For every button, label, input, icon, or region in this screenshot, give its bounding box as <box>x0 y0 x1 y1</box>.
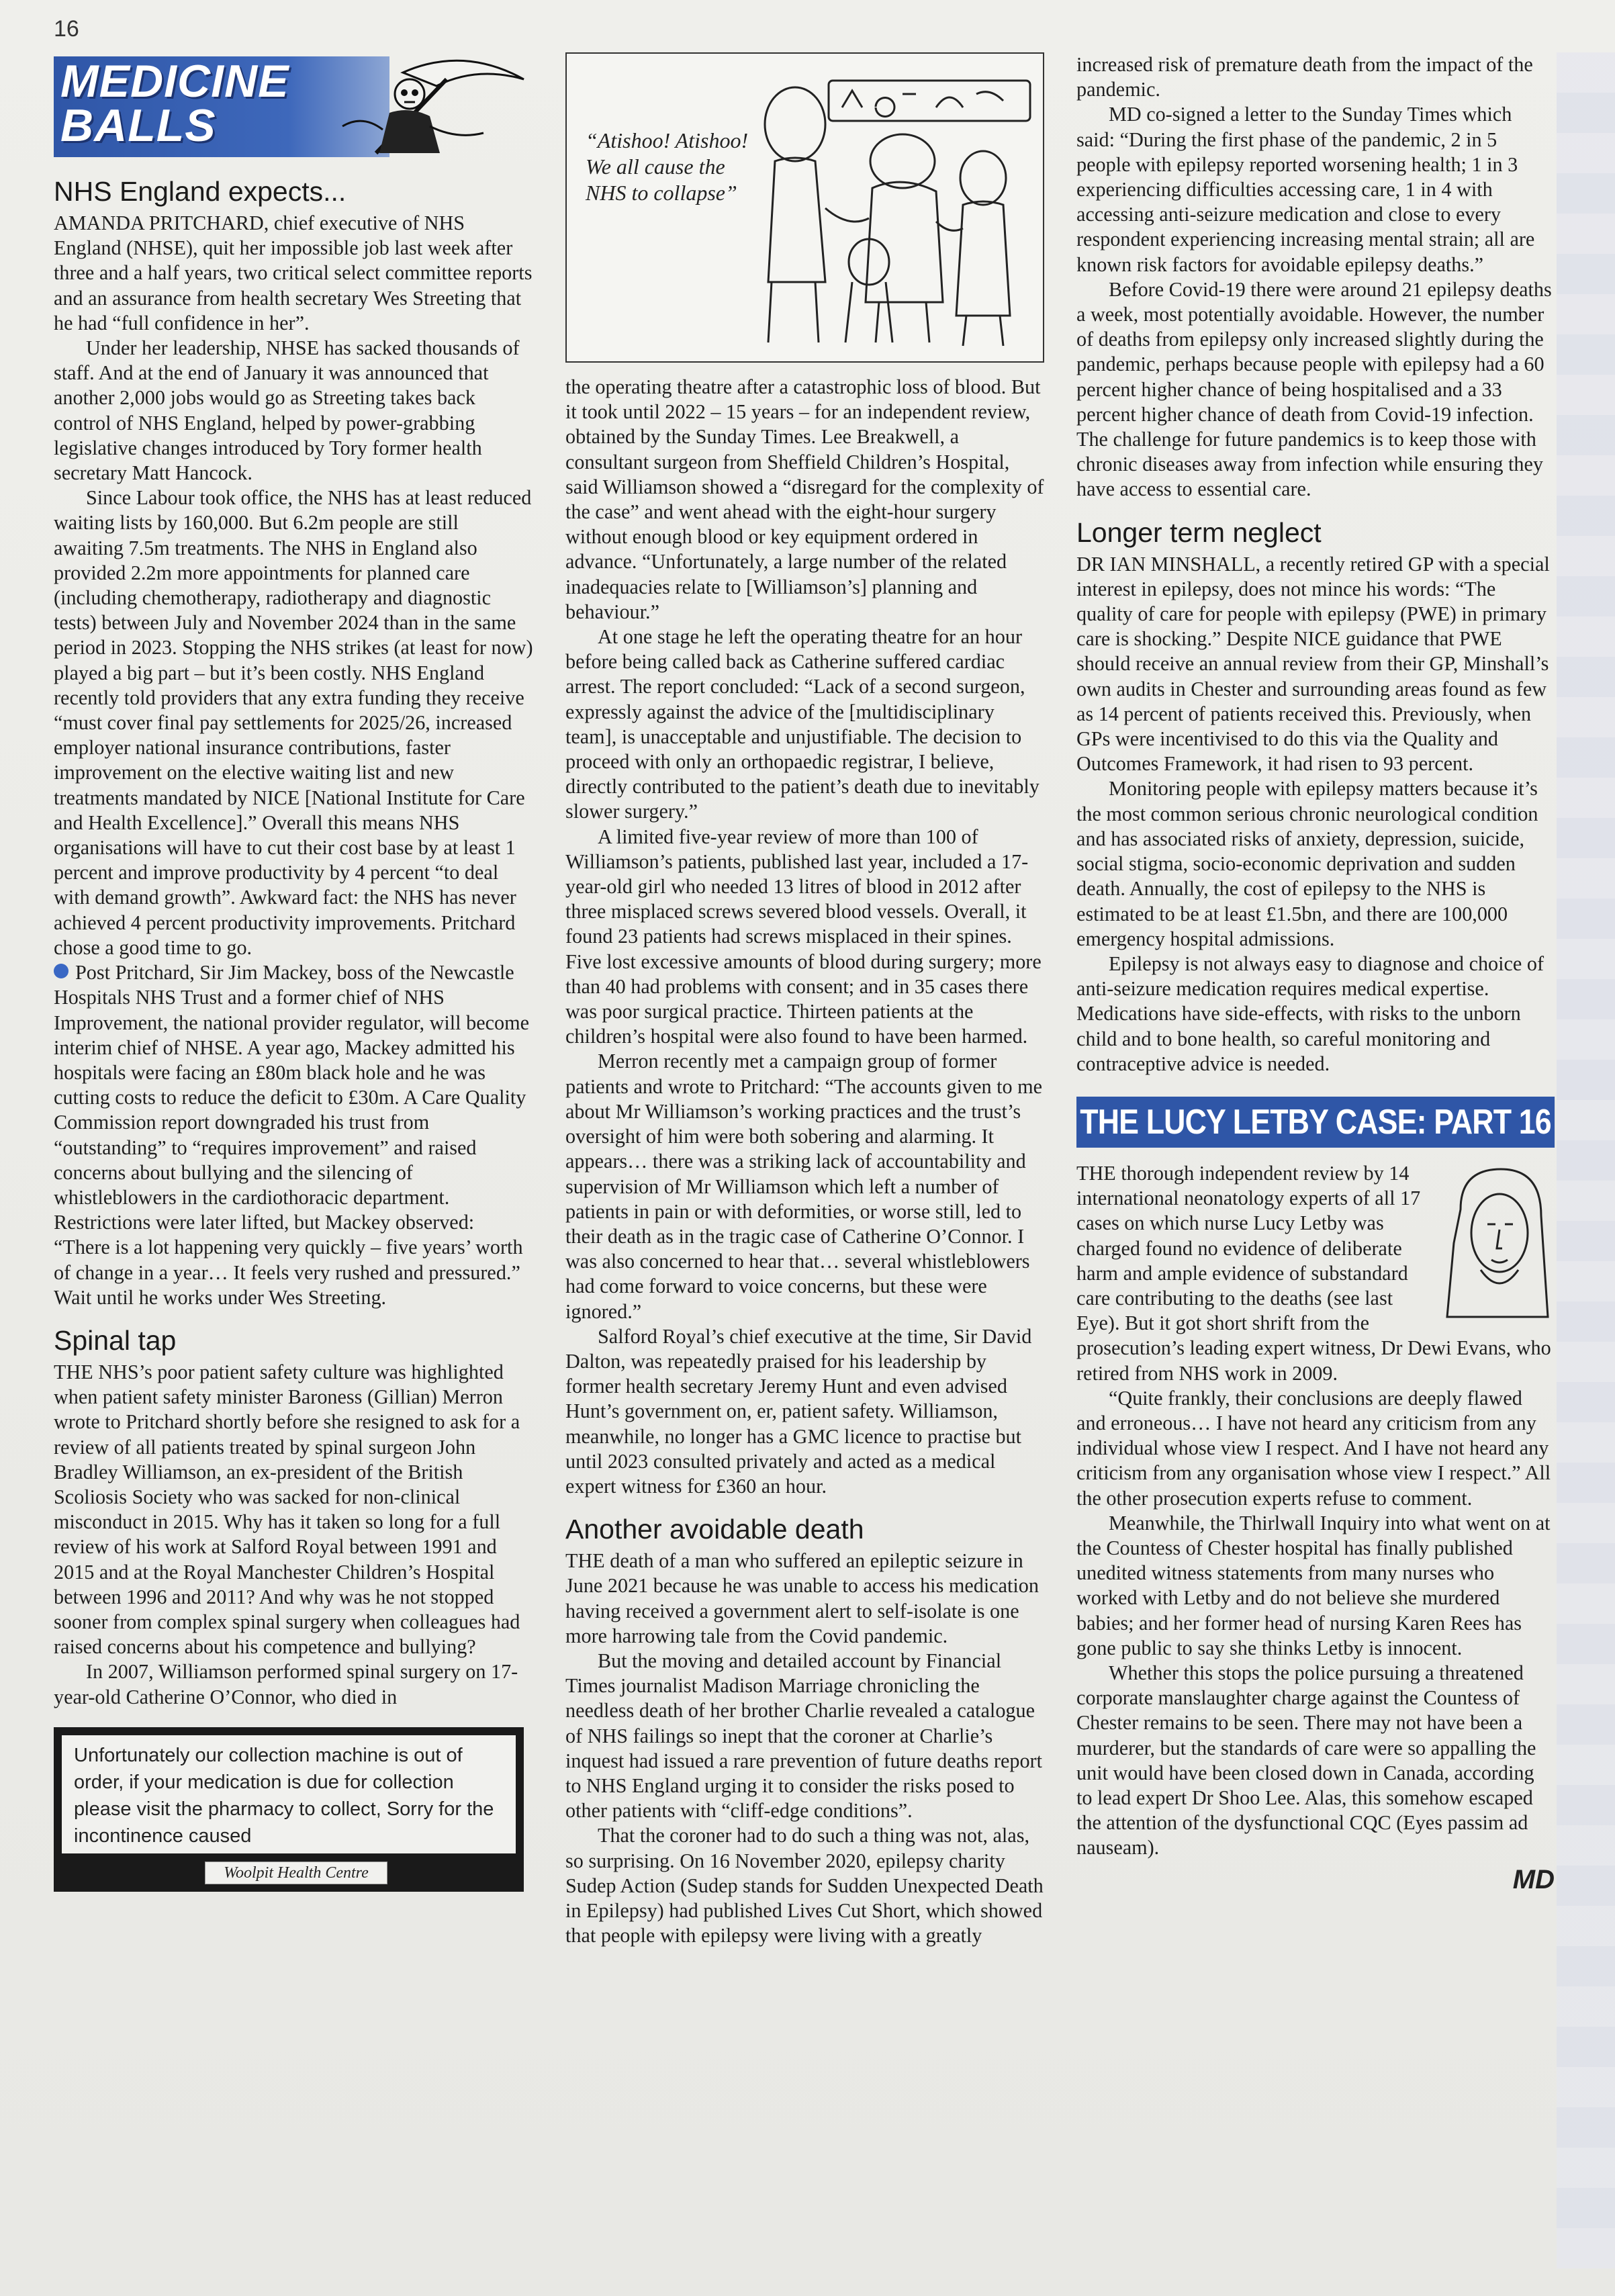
paragraph: THE NHS’s poor patient safety culture was highlighted when patient safety minister Baroness (Gillian) Merron wrote to Pritchard shortly before she resigned to ask for a review of all patients treated by spinal surgeon John Bradley Williamson, an ex-president of the British Scoliosis Society who was sacked for non-clinical misconduct in 2015. Why has it taken so long for a full review of his work at Salford Royal between 1991 and 2015 and at the Royal Manchester Children’s Hospital between 1996 and 2011? And why was he not stopped sooner from complex spinal surgery when colleagues had raised concerns about his competence and bullying? <box>54 1360 520 1659</box>
section-heading: NHS England expects... <box>54 176 347 207</box>
masthead-title <box>60 56 289 151</box>
masthead-line1: MEDICINE <box>60 56 289 107</box>
paragraph: THE death of a man who suffered an epileptic seizure in June 2021 because he was unable to access his medication having received a government alert to self-isolate is one more harrowing tale from the Covid pandemic. <box>565 1549 1039 1647</box>
adjacent-page-edge <box>1557 52 1615 2268</box>
paragraph: In 2007, Williamson performed spinal surgery on 17-year-old Catherine O’Connor, who died in <box>54 1660 518 1708</box>
article-spinal-tap-cont <box>565 375 1044 1948</box>
bullet-text: Post Pritchard, Sir Jim Mackey, boss of the Newcastle Hospitals NHS Trust and a former chief of NHS Improvement, the national provider regulator, will become interim chief of NHSE. A year ago, Mackey admitted his hospitals were facing an £80m black hole and he was cutting costs to reduce the deficit to £30m. A Care Quality Commission report downgraded his trust from “outstanding” to “requires improvement” and raised concerns about bullying and the silencing of whistleblowers in the cardiothoracic department. Restrictions were later lifted, but Mackey observed: “There is a lot happening very quickly – five years’ worth of change in a year… It feels very rushed and pressured.” Wait until he works under Wes Streeting. <box>54 961 529 1309</box>
cartoon <box>565 52 1044 363</box>
bullet-paragraph <box>54 960 533 1310</box>
article-nhs-england <box>54 175 533 1710</box>
article-letby <box>1076 1161 1555 1894</box>
letby-portrait <box>1440 1162 1555 1324</box>
paragraph: That the coroner had to do such a thing was not, alas, so surprising. On 16 November 2020, epilepsy charity Sudep Action (Sudep stands for Sudden Unexpected Death in Epilepsy) had published Lives Cut Short, which showed that people with epilepsy were living with a greatly <box>565 1824 1044 1947</box>
masthead-line2: BALLS <box>60 100 216 151</box>
paragraph: the operating theatre after a catastrophic loss of blood. But it took until 2022 – 15 years – for an independent review, obtained by the Sunday Times. Lee Breakwell, a consultant surgeon from Sheffield Children’s Hospital, said Williamson showed a “disregard for the complexity of the case” and went ahead with the eight-hour surgery without enough blood or key equipment ordered in advance. “Unfortunately, a large number of the related inadequacies relate to [Williamson’s] planning and behaviour.” <box>565 375 1044 623</box>
masthead <box>54 52 533 160</box>
paragraph: increased risk of premature death from the impact of the pandemic. <box>1076 53 1533 101</box>
byline: MD <box>1512 1864 1555 1894</box>
cartoon-illustration <box>735 60 1037 356</box>
column-1 <box>54 52 533 1892</box>
grim-reaper-icon <box>302 52 533 160</box>
column-2 <box>565 52 1044 1948</box>
section-heading: Another avoidable death <box>565 1514 864 1545</box>
section-heading: Spinal tap <box>54 1324 177 1356</box>
notice-label: Woolpit Health Centre <box>205 1862 387 1884</box>
paragraph: AMANDA PRITCHARD, chief executive of NHS England (NHSE), quit her impossible job last week after three and a half years, two critical select committee reports and an assurance from health secretary Wes Streeting that he had “full confidence in her”. <box>54 212 533 334</box>
paragraph: At one stage he left the operating theatre for an hour before being called back as Catherine suffered cardiac arrest. The report concluded: “Lack of a second surgeon, expressly against the advice of the [multidisciplinary team], is unacceptable and unjustifiable. The decision to proceed with only an orthopaedic registrar, I believe, directly contributed to the patient’s death due to inevitably slower surgery.” <box>565 625 1040 823</box>
paragraph: Merron recently met a campaign group of former patients and wrote to Pritchard: “The accounts given to me about Mr Williamson’s working practices and the trust’s oversight of him were both sobering and alarming. It appears… there was a striking lack of accountability and supervision of Mr Williamson which left a number of patients in pain or with deformities, or worse still, led to their death as in the tragic case of Catherine O’Connor. I was also concerned to hear that… several whistleblowers had come forward to voice concerns, but these were ignored.” <box>565 1050 1043 1323</box>
paragraph: Whether this stops the police pursuing a threatened corporate manslaughter charge against the Countess of Chester remains to be seen. There may not have been a murderer, but the standards of care were so appalling the unit would have been closed down in Canada, according to lead expert Dr Shoo Lee. Alas, this somehow escaped the attention of the dysfunctional CQC (Eyes passim ad nauseam). <box>1076 1661 1536 1859</box>
pharmacy-notice <box>54 1727 524 1892</box>
paragraph: Monitoring people with epilepsy matters because it’s the most common serious chronic neurological condition and has associated risks of anxiety, depression, suicide, social stigma, socio-economic deprivation and sudden death. Annually, the cost of epilepsy to the NHS is estimated to be at least £1.5bn, and there are 100,000 emergency hospital admissions. <box>1076 777 1538 950</box>
paragraph: MD co-signed a letter to the Sunday Times which said: “During the first phase of the pandemic, 2 in 5 people with epilepsy reported worsening health; 1 in 3 experiencing difficulties accessing care, 1 in 4 with accessing anti-seizure medication and close to every respondent experiencing increasing mental strain; all are known risk factors for avoidable epilepsy deaths.” <box>1076 103 1535 276</box>
paragraph: Epilepsy is not always easy to diagnose and choice of anti-seizure medication requires medical expertise. Medications have side-effects, with risks to the unborn child and to bone health, so careful monitoring and contraceptive advice is needed. <box>1076 952 1544 1075</box>
paragraph: But the moving and detailed account by Financial Times journalist Madison Marriage chronicling the needless death of her brother Charlie revealed a catalogue of NHS failings so inept that the coroner at Charlie’s inquest had issued a rare prevention of future deaths report to NHS England urging it to consider the risks posed to other patients with “cliff-edge conditions”. <box>565 1649 1042 1823</box>
paragraph: Under her leadership, NHSE has sacked thousands of staff. And at the end of January it was announced that another 2,000 jobs would go as Streeting takes back control of NHS England, helped by power-grabbing legislative changes introduced by Tory former health secretary Matt Hancock. <box>54 336 520 485</box>
letby-section-banner: THE LUCY LETBY CASE: PART 16 <box>1076 1097 1555 1148</box>
paragraph: THE thorough independent review by 14 international neonatology experts of all 17 cases on which nurse Lucy Letby was charged found no evidence of deliberate harm and ample evidence of substandard care contributing to the deaths (see last Eye). But it got short shrift from the prosecution’s leading expert witness, Dr Dewi Evans, who retired from NHS work in 2009. <box>1076 1161 1551 1385</box>
page-number: 16 <box>54 16 79 42</box>
column-3 <box>1076 52 1555 1894</box>
paragraph: Before Covid-19 there were around 21 epilepsy deaths a week, most potentially avoidable. However, the number of deaths from epilepsy only increased slightly during the pandemic, perhaps because people with epilepsy had a 60 percent higher chance of being hospitalised and a 33 percent higher chance of death from Covid-19 infection. The challenge for future pandemics is to keep those with chronic diseases away from infection while ensuring they have access to essential care. <box>1076 277 1552 501</box>
article-epilepsy <box>1076 52 1555 1076</box>
paragraph: “Quite frankly, their conclusions are deeply flawed and erroneous… I have not heard any criticism from any individual whose view I respect. And I have not heard any criticism from any organisation whose view I respect.” All the other prosecution experts refuse to comment. <box>1076 1386 1551 1510</box>
paragraph: A limited five-year review of more than 100 of Williamson’s patients, published last year, included a 17-year-old girl who needed 13 litres of blood in 2012 after three misplaced screws severed blood vessels. Overall, it found 23 patients had screws misplaced in their spines. Five lost excessive amounts of blood during surgery; more than 40 had problems with consent; and in 35 cases there was poor surgical practice. Thirteen patients at the children’s hospital were also found to have been harmed. <box>565 825 1042 1048</box>
paragraph: Meanwhile, the Thirlwall Inquiry into what went on at the Countess of Chester hospital has finally published unedited witness statements from many nurses who worked with Letby and do not believe she murdered babies; and her former head of nursing Karen Rees has gone public to say she thinks Letby is innocent. <box>1076 1511 1551 1659</box>
bullet-icon <box>54 964 68 978</box>
paragraph: DR IAN MINSHALL, a recently retired GP with a special interest in epilepsy, does not mince his words: “The quality of care for people with epilepsy (PWE) in primary care is shocking.” Despite NICE guidance that PWE should receive an annual review from their GP, Minshall’s own audits in Chester and surrounding areas found as few as 14 percent of patients received this. Previously, when GPs were incentivised to do this via the Quality and Outcomes Framework, it had risen to 93 percent. <box>1076 552 1550 776</box>
cartoon-caption: “Atishoo! Atishoo! We all cause the NHS to collapse” <box>586 128 749 205</box>
paragraph: Salford Royal’s chief executive at the time, Sir David Dalton, was repeatedly praised for his leadership by former health secretary Jeremy Hunt and even advised Hunt’s government on, er, patient safety. Williamson, meanwhile, no longer has a GMC licence to practise but until 2023 consulted privately and acted as a medical expert witness for £360 an hour. <box>565 1324 1032 1498</box>
notice-text: Unfortunately our collection machine is out of order, if your medication is due for collection please visit the pharmacy to collect, Sorry for the incontinence caused <box>62 1735 516 1853</box>
section-heading: Longer term neglect <box>1076 516 1322 548</box>
paragraph: Since Labour took office, the NHS has at least reduced waiting lists by 160,000. But 6.2m people are still awaiting 7.5m treatments. The NHS in England also provided 2.2m more appointments for planned care (including chemotherapy, radiotherapy and diagnostic tests) between July and November 2024 than in the same period in 2023. Stopping the NHS strikes (at least for now) played a big part – but it’s been costly. NHS England recently told providers that any extra funding they receive “must cover final pay settlements for 2025/26, increased employer national insurance contributions, faster improvement on the elective waiting list and new treatments mandated by NICE [National Institute for Care and Health Excellence].” Overall this means NHS organisations will have to cut their cost base by at least 1 percent and improve productivity by 4 percent “to deal with demand growth”. Awkward fact: the NHS has never achieved 4 percent productivity improvements. Pritchard chose a good time to go. <box>54 486 533 959</box>
